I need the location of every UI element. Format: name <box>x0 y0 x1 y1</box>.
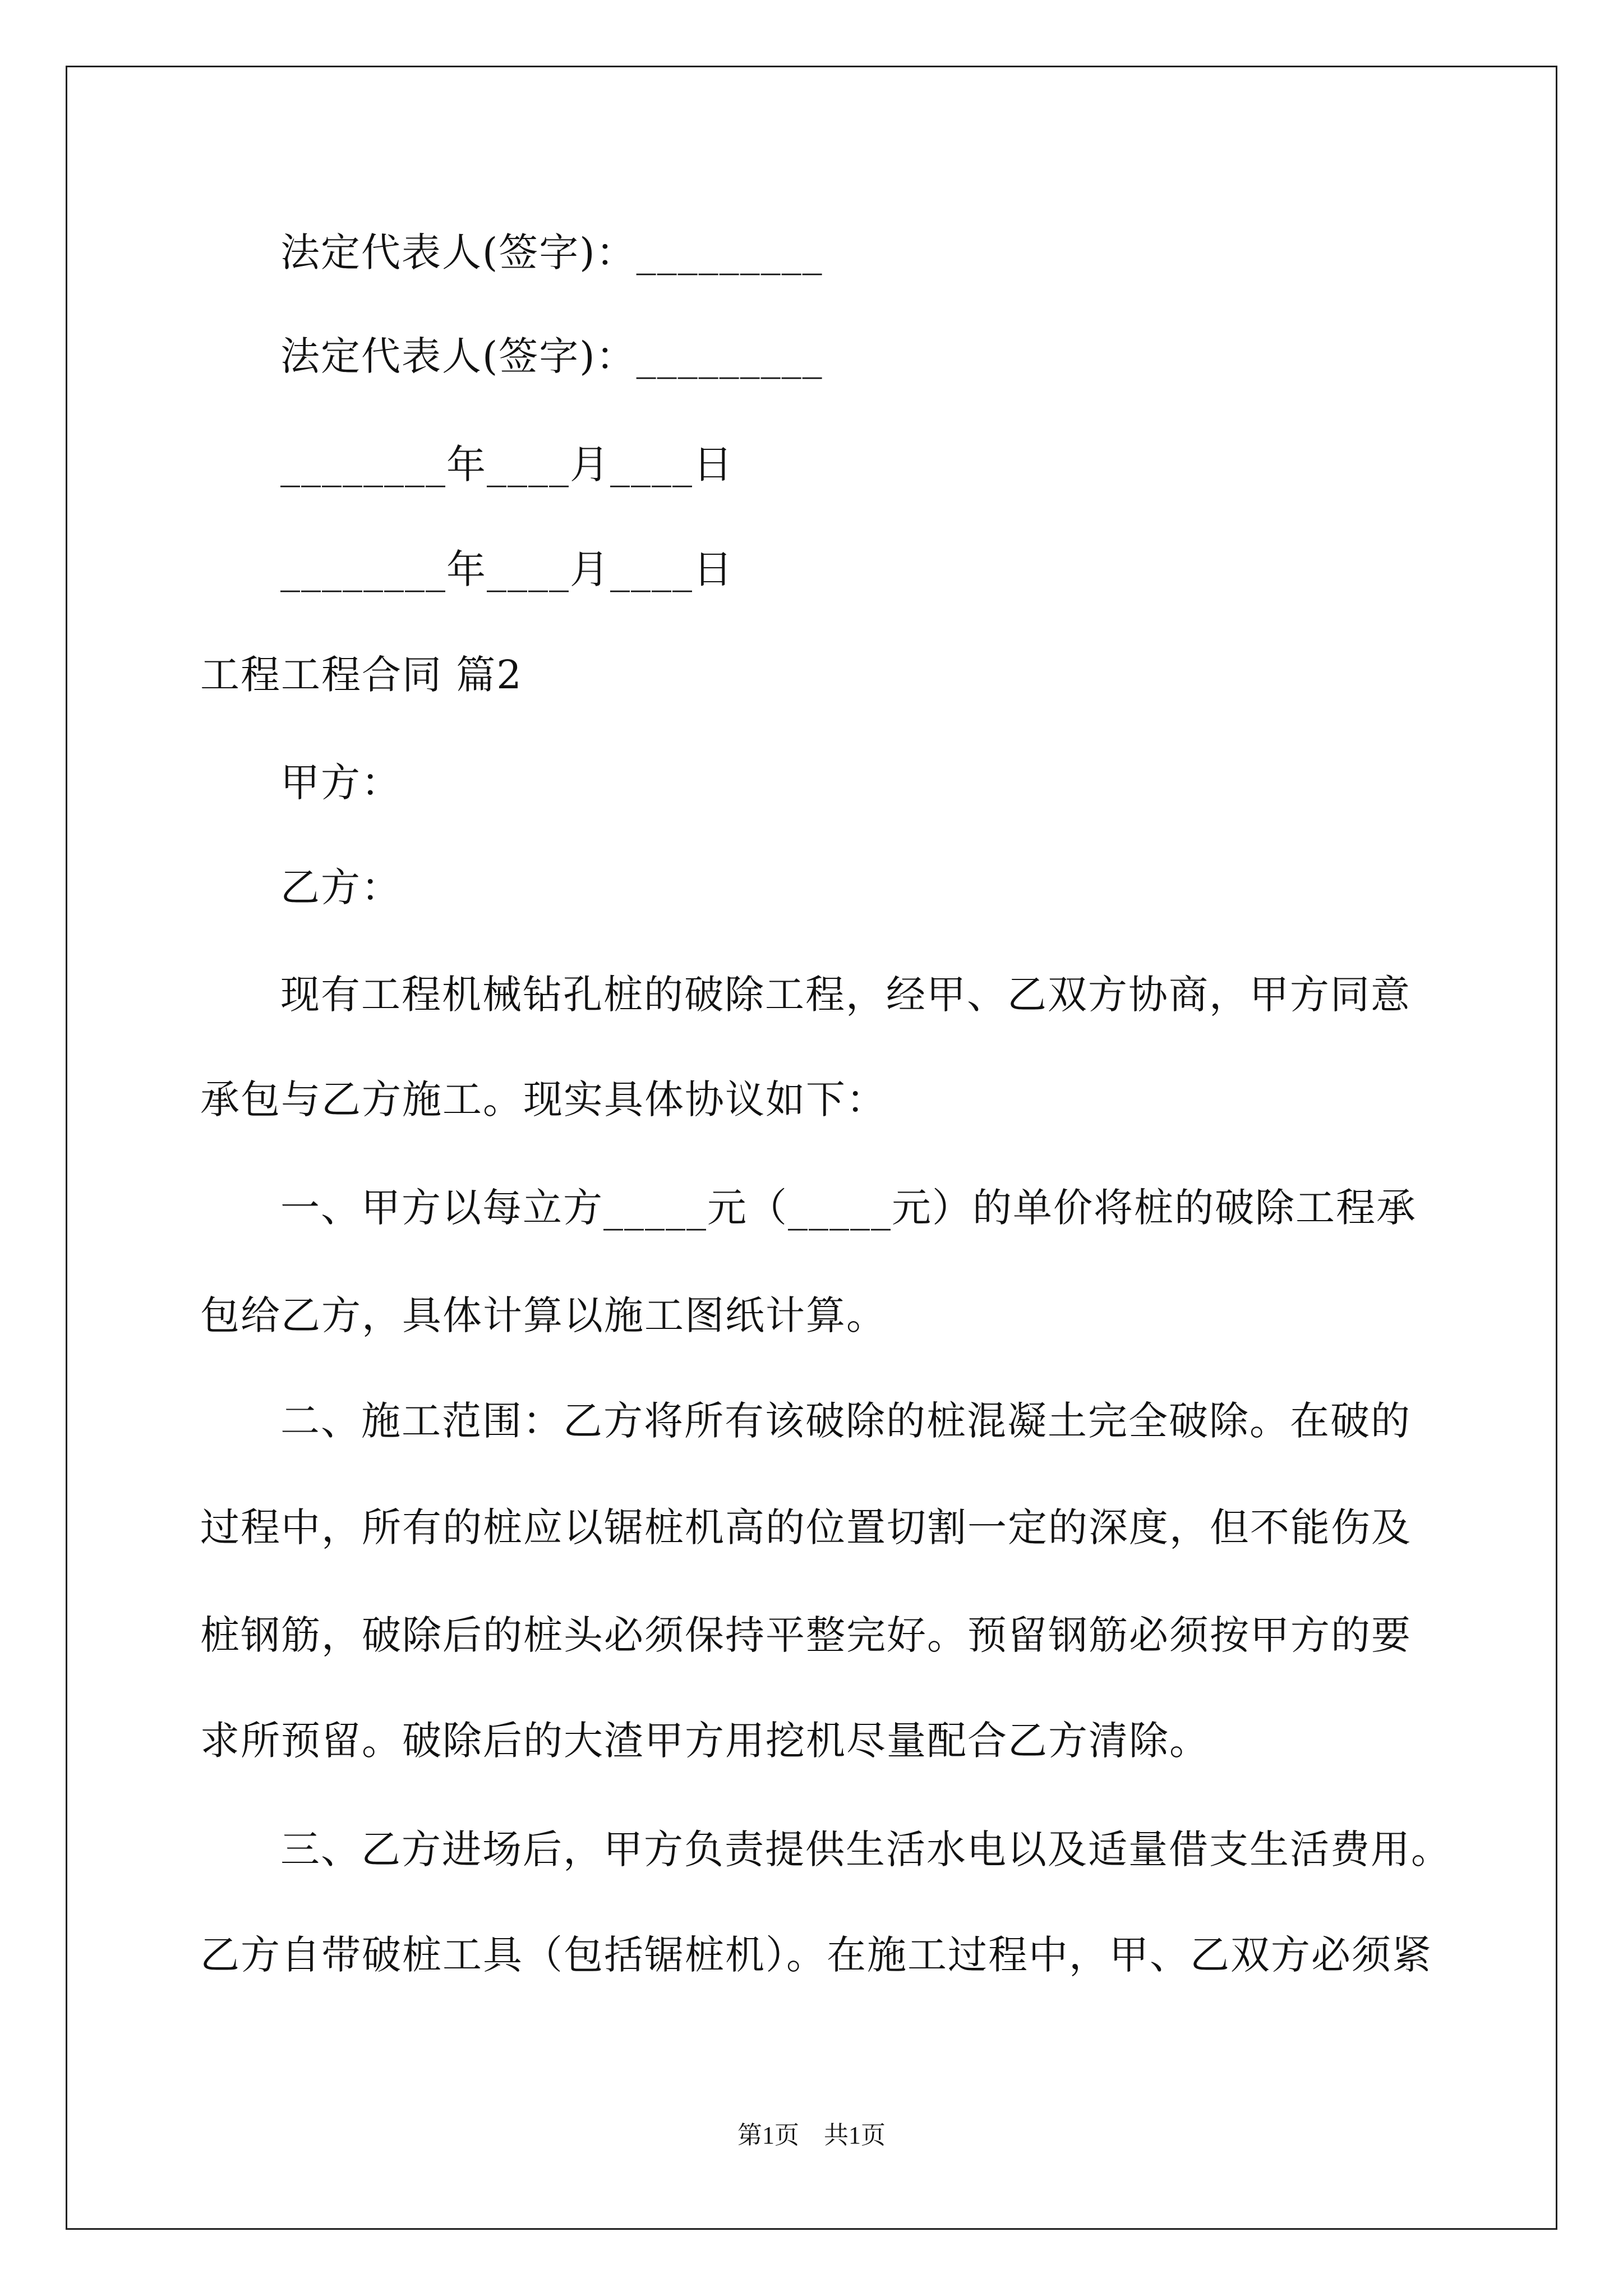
paragraph-3-line-3: 桩钢筋，破除后的桩头必须保持平整完好。预留钢筋必须按甲方的要 <box>200 1612 1412 1658</box>
signature-line-2: 法定代表人(签字)：_________ <box>280 333 823 379</box>
paragraph-3-line-2: 过程中，所有的桩应以锯桩机高的位置切割一定的深度，但不能伤及 <box>200 1504 1412 1550</box>
paragraph-4-line-1: 三、乙方进场后，甲方负责提供生活水电以及适量借支生活费用。 <box>280 1826 1451 1872</box>
paragraph-3-line-4: 求所预留。破除后的大渣甲方用挖机尽量配合乙方清除。 <box>200 1718 1210 1764</box>
paragraph-2-line-1: 一、甲方以每立方_____元（_____元）的单价将桩的破除工程承 <box>280 1185 1417 1231</box>
date-line-1: ________年____月____日 <box>280 441 734 487</box>
page-footer: 第1页 共1页 <box>737 2122 886 2149</box>
party-b-line: 乙方： <box>280 864 402 910</box>
date-line-2: ________年____月____日 <box>280 546 734 592</box>
paragraph-1-line-1: 现有工程机械钻孔桩的破除工程，经甲、乙双方协商，甲方同意 <box>280 972 1411 1018</box>
paragraph-4-line-2: 乙方自带破桩工具（包括锯桩机）。在施工过程中，甲、乙双方必须紧 <box>200 1932 1432 1978</box>
paragraph-1-line-2: 承包与乙方施工。现实具体协议如下： <box>200 1076 887 1122</box>
paragraph-2-line-2: 包给乙方，具体计算以施工图纸计算。 <box>200 1292 887 1338</box>
paragraph-3-line-1: 二、施工范围：乙方将所有该破除的桩混凝土完全破除。在破的 <box>280 1398 1411 1444</box>
section-title: 工程工程合同 篇2 <box>200 652 523 698</box>
signature-line-1: 法定代表人(签字)：_________ <box>280 229 823 275</box>
party-a-line: 甲方： <box>280 760 402 806</box>
page-border <box>66 66 1557 2230</box>
